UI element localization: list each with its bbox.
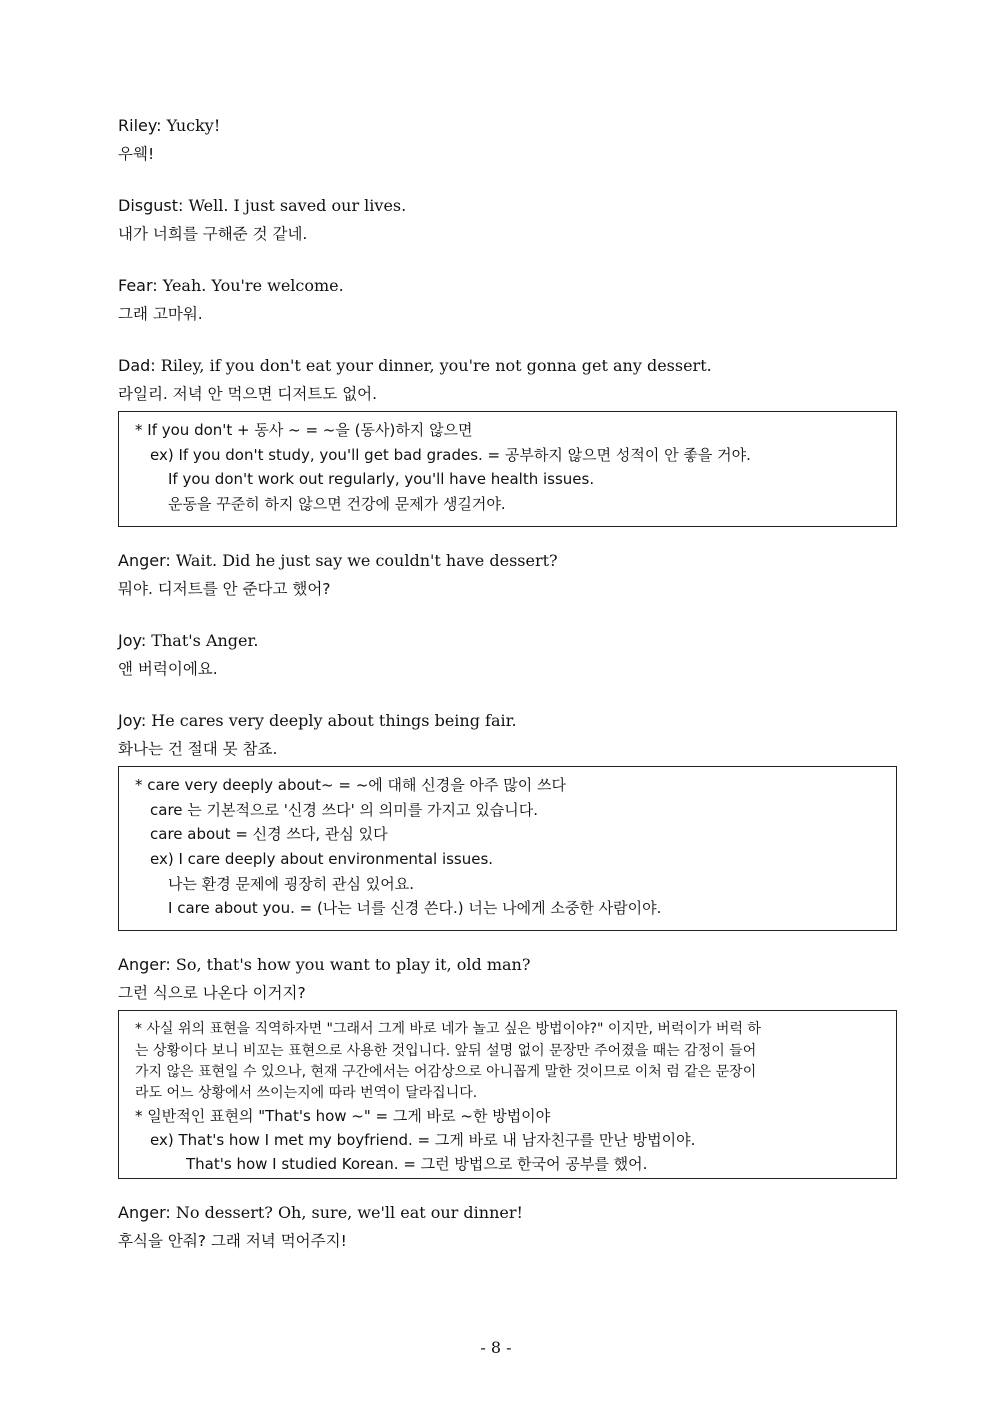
- dialogue-line: [118, 276, 344, 296]
- speaker-name: Riley:: [118, 116, 162, 135]
- english-line: Yucky!: [166, 116, 221, 135]
- note-line: * care very deeply about~ = ~에 대해 신경을 아주 많이 쓰다: [135, 776, 567, 794]
- dialogue-line: [118, 356, 712, 376]
- note-line: 나는 환경 문제에 굉장히 관심 있어요.: [168, 875, 414, 893]
- dialogue-line: [118, 711, 517, 731]
- speaker-name: Joy:: [118, 711, 147, 730]
- english-line: Well. I just saved our lives.: [188, 196, 407, 215]
- speaker-name: Anger:: [118, 955, 171, 974]
- korean-translation: 화나는 건 절대 못 참죠.: [118, 740, 278, 758]
- english-line: He cares very deeply about things being fair.: [151, 711, 517, 730]
- note-line: ex) If you don't study, you'll get bad grades. = 공부하지 않으면 성적이 안 좋을 거야.: [150, 446, 751, 464]
- dialogue-line: [118, 551, 558, 571]
- dialogue-line: [118, 955, 530, 975]
- speaker-name: Anger:: [118, 551, 171, 570]
- korean-translation: 우웩!: [118, 145, 155, 163]
- korean-translation: 라일리. 저녁 안 먹으면 디저트도 없어.: [118, 385, 378, 403]
- korean-translation: 뭐야. 디저트를 안 준다고 했어?: [118, 580, 331, 598]
- note-line: * 일반적인 표현의 "That's how ~" = 그게 바로 ~한 방법이야: [135, 1107, 551, 1125]
- speaker-name: Dad:: [118, 356, 156, 375]
- note-line: care 는 기본적으로 '신경 쓰다' 의 의미를 가지고 있습니다.: [150, 801, 538, 819]
- dialogue-line: [118, 631, 258, 651]
- note-line: 라도 어느 상황에서 쓰이는지에 따라 번역이 달라집니다.: [135, 1085, 478, 1101]
- english-line: Riley, if you don't eat your dinner, you're not gonna get any dessert.: [160, 356, 712, 375]
- note-box: [118, 411, 897, 527]
- korean-translation: 내가 너희를 구해준 것 같네.: [118, 225, 308, 243]
- english-line: Yeah. You're welcome.: [162, 276, 344, 295]
- note-line: ex) I care deeply about environmental issues.: [150, 850, 494, 868]
- english-line: No dessert? Oh, sure, we'll eat our dinner!: [175, 1203, 523, 1222]
- note-line: ex) That's how I met my boyfriend. = 그게 바로 내 남자친구를 만난 방법이야.: [150, 1131, 696, 1149]
- page-number: - 8 -: [480, 1338, 512, 1357]
- note-line: That's how I studied Korean. = 그런 방법으로 한국어 공부를 했어.: [186, 1155, 648, 1173]
- dialogue-line: [118, 116, 220, 136]
- note-line: I care about you. = (나는 너를 신경 쓴다.) 너는 나에게 소중한 사람이야.: [168, 899, 662, 917]
- speaker-name: Anger:: [118, 1203, 171, 1222]
- english-line: That's Anger.: [151, 631, 259, 650]
- note-line: care about = 신경 쓰다, 관심 있다: [150, 825, 388, 843]
- korean-translation: 후식을 안줘? 그래 저녁 먹어주지!: [118, 1232, 347, 1250]
- english-line: So, that's how you want to play it, old man?: [175, 955, 531, 974]
- speaker-name: Joy:: [118, 631, 147, 650]
- note-line: 는 상황이다 보니 비꼬는 표현으로 사용한 것입니다. 앞뒤 설명 없이 문장만 주어졌을 때는 감정이 들어: [135, 1043, 757, 1059]
- english-line: Wait. Did he just say we couldn't have dessert?: [175, 551, 558, 570]
- speaker-name: Disgust:: [118, 196, 184, 215]
- korean-translation: 그런 식으로 나온다 이거지?: [118, 984, 306, 1002]
- note-line: 운동을 꾸준히 하지 않으면 건강에 문제가 생길거야.: [168, 495, 506, 513]
- note-line: * If you don't + 동사 ~ = ~을 (동사)하지 않으면: [135, 421, 473, 439]
- note-line: * 사실 위의 표현을 직역하자면 "그래서 그게 바로 네가 놀고 싶은 방법이야?" 이지만, 버럭이가 버럭 하: [135, 1021, 761, 1037]
- korean-translation: 앤 버럭이에요.: [118, 660, 218, 678]
- dialogue-line: [118, 196, 406, 216]
- korean-translation: 그래 고마워.: [118, 305, 203, 323]
- note-box: [118, 1010, 897, 1179]
- dialogue-line: [118, 1203, 523, 1223]
- speaker-name: Fear:: [118, 276, 158, 295]
- note-line: If you don't work out regularly, you'll have health issues.: [168, 470, 595, 488]
- note-line: 가지 않은 표현일 수 있으나, 현재 구간에서는 어감상으로 아니꼽게 말한 것이므로 이처 럼 같은 문장이: [135, 1064, 757, 1080]
- note-box: [118, 766, 897, 931]
